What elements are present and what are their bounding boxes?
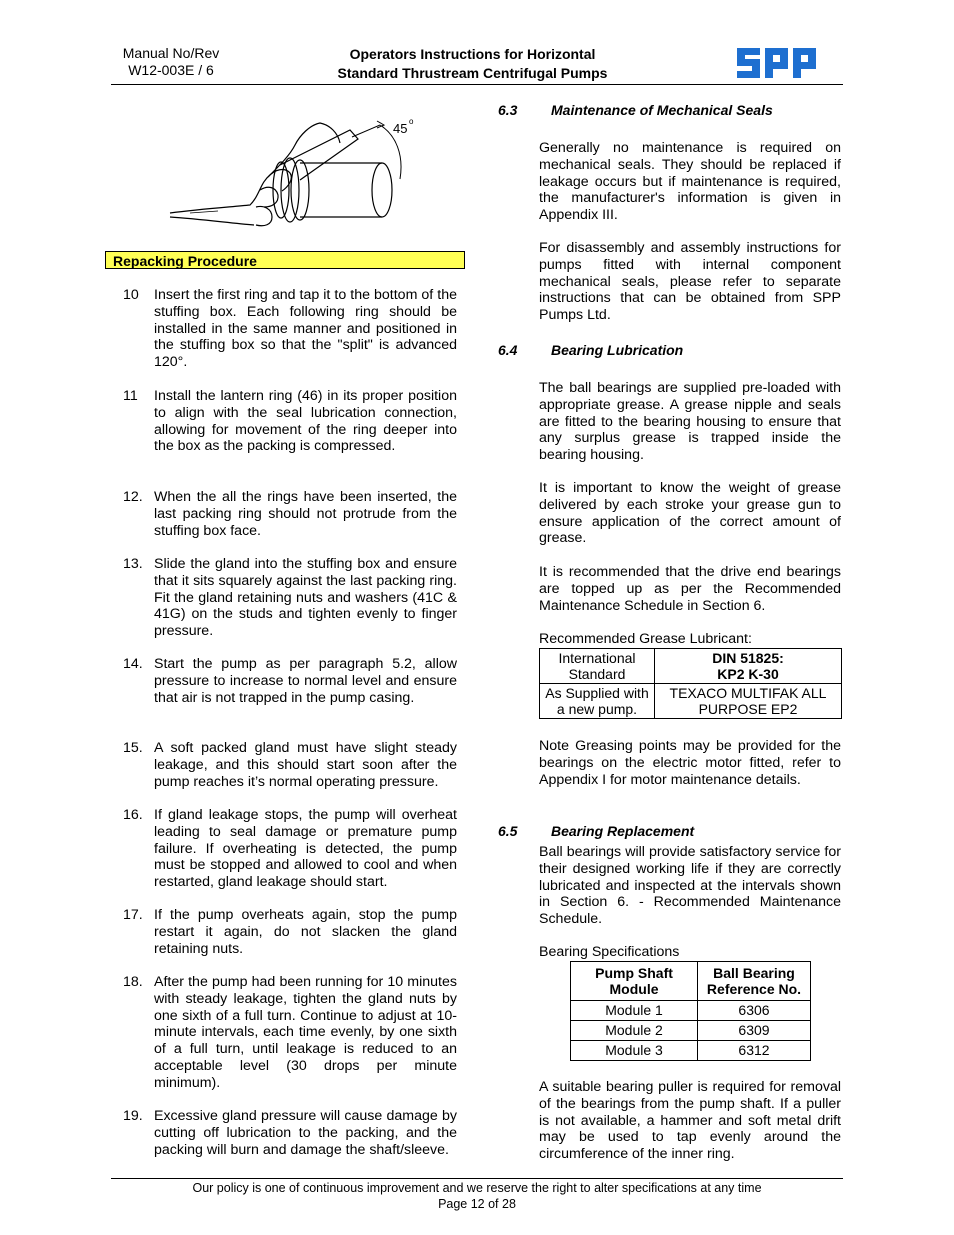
repacking-step [123, 656, 457, 706]
cell-line: KP2 K-30 [717, 666, 779, 682]
table-cell: TEXACO MULTIFAK ALL PURPOSE EP2 [655, 684, 842, 719]
repacking-heading: Repacking Procedure [105, 251, 465, 269]
repacking-step [123, 974, 457, 1092]
paragraph: It is important to know the weight of grease delivered by each stroke your grease gun to ensure application of the correct amount of grease. [539, 480, 841, 547]
table-row [540, 649, 842, 684]
paragraph: It is recommended that the drive end bearings are topped up as per the Recommended Maintenance Schedule in Section 6. [539, 564, 841, 614]
column-header: Ball Bearing Reference No. [698, 962, 811, 1001]
step-text: If gland leakage stops, the pump will overheat leading to seal damage or premature pump failure. If overheating is detected, the pump must be stopped and allowed to cool and when restarted, gland leakage should start. [154, 807, 457, 891]
step-text: A soft packed gland must have slight steady leakage, and this should start soon after the pump reaches it’s normal operating pressure. [154, 740, 457, 790]
table-cell [655, 649, 842, 684]
repacking-step [123, 388, 457, 455]
table-cell: 6306 [698, 1001, 811, 1021]
section-number: 6.3 [498, 102, 518, 118]
cell-line: DIN 51825: [712, 649, 784, 666]
table-cell: Module 2 [571, 1021, 698, 1041]
grease-table [539, 648, 842, 719]
document-title [300, 45, 645, 83]
manual-number-block [96, 45, 246, 79]
paragraph: Ball bearings will provide satisfactory service for their designed working life if they are correctly lubricated and inspected at the intervals shown in Section 6. - Recommended Maintenance Schedule. [539, 844, 841, 928]
section-title: Maintenance of Mechanical Seals [551, 102, 773, 118]
paragraph: Generally no maintenance is required on mechanical seals. They should be replaced if leakage occurs but if maintenance is required, the manufacturer's information is given in Appendix III. [539, 140, 841, 224]
step-text: Insert the first ring and tap it to the bottom of the stuffing box. Each following ring should be installed in the same manner and positioned in the stuffing box so that the "split" is advanced 120°. [154, 287, 457, 371]
step-number: 15. [123, 740, 143, 756]
repacking-step [123, 287, 457, 371]
grease-table-label: Recommended Grease Lubricant: [539, 631, 752, 647]
step-number: 18. [123, 974, 143, 990]
table-header-row [571, 962, 811, 1001]
table-cell: International Standard [540, 649, 655, 684]
note-paragraph: Note Greasing points may be provided for the bearings on the electric motor fitted, refer to Appendix I for motor maintenance details. [539, 738, 841, 788]
step-text: Slide the gland into the stuffing box and ensure that it sits squarely against the last packing ring. Fit the gland retaining nuts and washers (41C & 41G) on the studs and tighten evenly to finger pressure. [154, 556, 457, 640]
paragraph: For disassembly and assembly instructions for pumps fitted with internal component mechanical seals, please refer to separate instructions that can be obtained from SPP Pumps Ltd. [539, 240, 841, 324]
table-cell: Module 1 [571, 1001, 698, 1021]
bearing-spec-table [570, 961, 811, 1061]
table-row [571, 1041, 811, 1061]
policy-statement: Our policy is one of continuous improvement and we reserve the right to alter specifications at any time [192, 1181, 762, 1195]
step-number: 11 [123, 388, 138, 404]
section-number: 6.4 [498, 342, 518, 358]
spp-logo [736, 47, 818, 79]
paragraph: A suitable bearing puller is required for removal of the bearings from the pump shaft. If a puller is not available, a hammer and soft metal drift may be used to tap evenly around the circumference of the inner ring. [539, 1079, 841, 1163]
step-text: Start the pump as per paragraph 5.2, allow pressure to increase to normal level and ensure that air is not trapped in the pump casing. [154, 656, 457, 706]
header-rule [111, 84, 843, 85]
step-text: Excessive gland pressure will cause damage by cutting off lubrication to the packing, and the packing will burn and damage the shaft/sleeve. [154, 1108, 457, 1158]
table-cell: 6312 [698, 1041, 811, 1061]
footer-rule [111, 1178, 843, 1179]
title-line-1: Operators Instructions for Horizontal [349, 46, 596, 62]
table-row [571, 1001, 811, 1021]
bearing-spec-label: Bearing Specifications [539, 944, 680, 960]
repacking-step [123, 556, 457, 640]
section-title: Bearing Replacement [551, 823, 695, 839]
table-cell: As Supplied with a new pump. [540, 684, 655, 719]
section-title: Bearing Lubrication [551, 342, 684, 358]
table-row [540, 684, 842, 719]
angle-degree-mark: o [409, 117, 414, 126]
step-number: 16. [123, 807, 143, 823]
packing-installation-illustration [160, 95, 420, 245]
manual-label: Manual No/Rev [122, 45, 220, 61]
angle-label: 45 [393, 121, 408, 136]
step-text: If the pump overheats again, stop the pump restart it again, do not slacken the gland retaining nuts. [154, 907, 457, 957]
step-number: 14. [123, 656, 143, 672]
repacking-step [123, 1108, 457, 1158]
table-cell: 6309 [698, 1021, 811, 1041]
section-number: 6.5 [498, 823, 518, 839]
step-number: 19. [123, 1108, 143, 1124]
page-number: Page 12 of 28 [438, 1196, 516, 1211]
step-text: When the all the rings have been inserted, the last packing ring should not protrude from the stuffing box face. [154, 489, 457, 539]
step-text: Install the lantern ring (46) in its proper position to align with the seal lubrication connection, allowing for movement of the ring deeper into the box as the packing is compressed. [154, 388, 457, 455]
step-number: 10 [123, 287, 139, 303]
table-cell: Module 3 [571, 1041, 698, 1061]
step-number: 13. [123, 556, 143, 572]
repacking-step [123, 907, 457, 957]
column-header: Pump Shaft Module [571, 962, 698, 1001]
step-text: After the pump had been running for 10 minutes with steady leakage, tighten the gland nuts by one sixth of a full turn. Continue to adjust at 10-minute intervals, each time evenly, by one sixth of a full turn, until leakage is reduced to an acceptable level (30 drops per minute minimum). [154, 974, 457, 1091]
repacking-step [123, 489, 457, 539]
paragraph: The ball bearings are supplied pre-loaded with appropriate grease. A grease nipple and seals are fitted to the bearing housing to ensure that any surplus grease is trapped inside the bearing housing. [539, 380, 841, 464]
manual-number: W12-003E / 6 [128, 62, 214, 78]
table-row [571, 1021, 811, 1041]
step-number: 17. [123, 907, 143, 923]
step-number: 12. [123, 489, 143, 505]
footer [111, 1181, 843, 1212]
title-line-2: Standard Thrustream Centrifugal Pumps [337, 65, 608, 81]
repacking-step [123, 807, 457, 891]
repacking-step [123, 740, 457, 790]
